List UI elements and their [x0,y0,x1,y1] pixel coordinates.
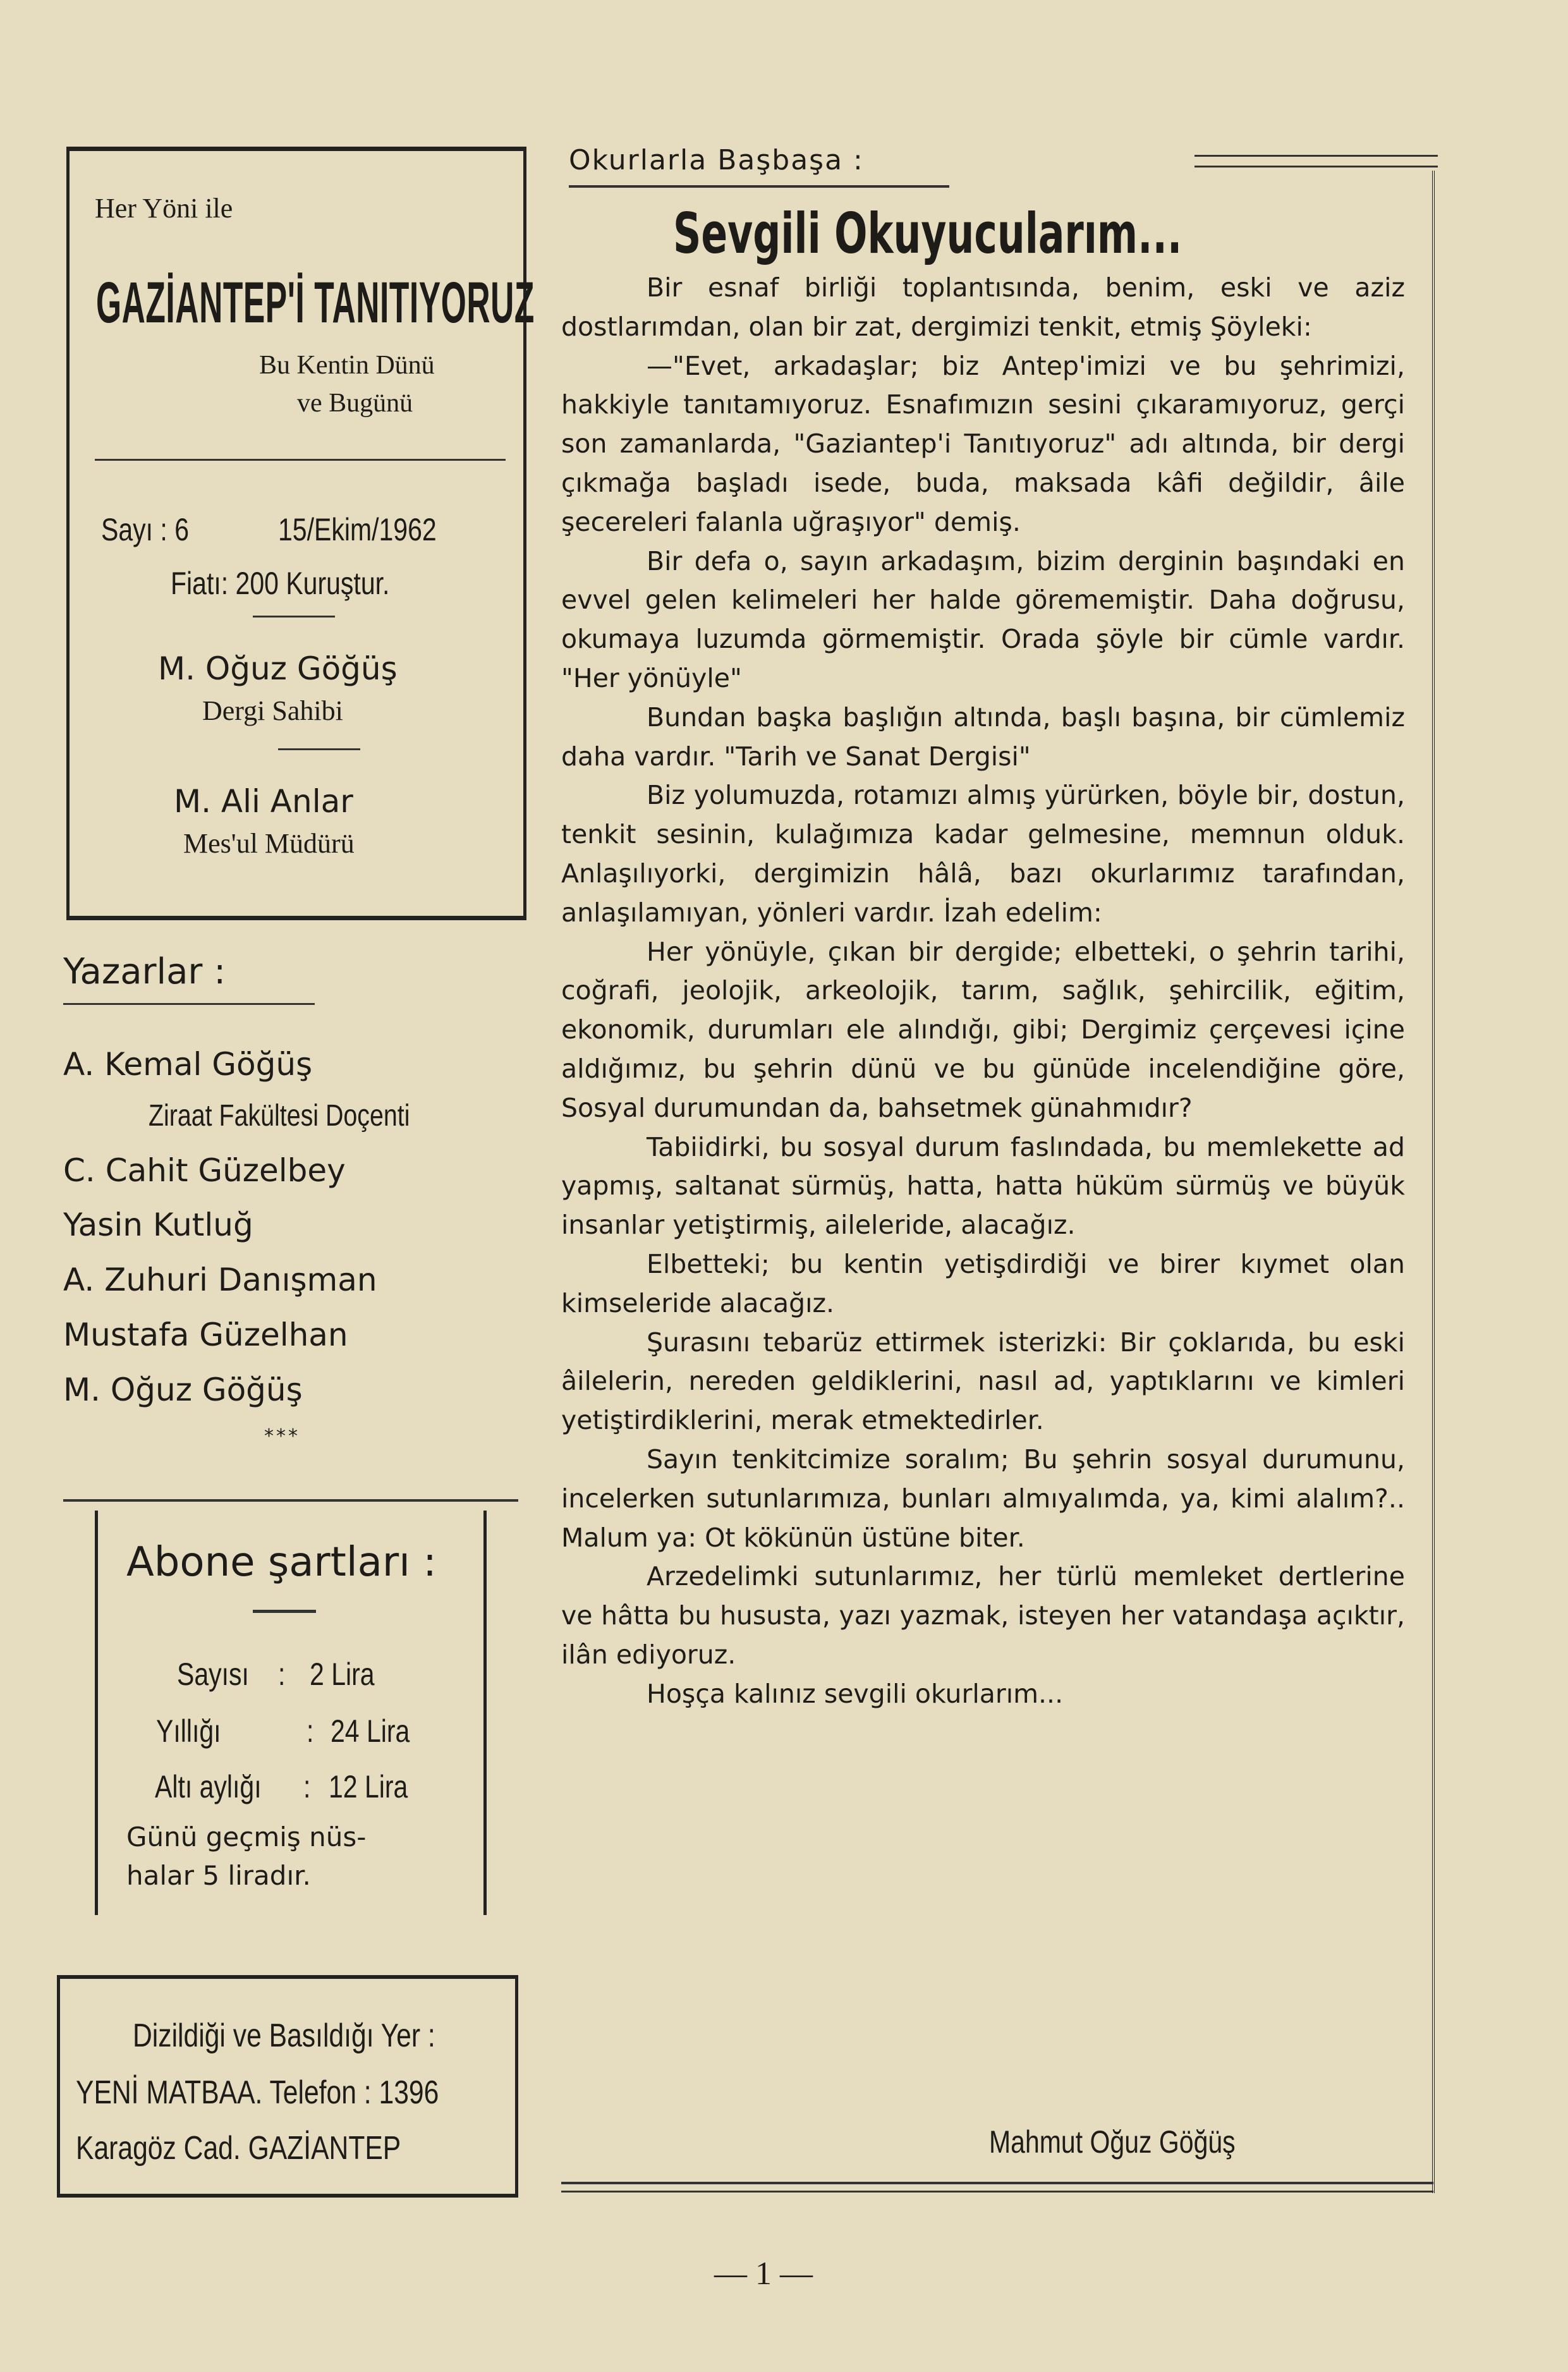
subscription-label: Sayısı [177,1657,249,1692]
subscription-value: 24 Lira [331,1713,410,1749]
owner-rule [278,748,360,750]
manager-role: Mes'ul Müdürü [183,828,355,859]
article-paragraph: Elbetteki; bu kentin yetişdirdiği ve birer kıymet olan kimseleride alacağız. [561,1248,1405,1318]
article-title: Sevgili Okuyucularım... [673,201,1182,266]
article-paragraph: Bundan başka başlığın altında, başlı başına, bir cümlemiz daha vardır. "Tarih ve Sanat Dergisi" [561,702,1405,772]
manager-name: M. Ali Anlar [174,783,353,820]
masthead-box [66,147,535,920]
printer-box [57,1975,518,2198]
section-stars: *** [264,1425,300,1447]
article-paragraph: Bir defa o, sayın arkadaşım, bizim derginin başındaki en evvel gelen kelimeleri her halde görememiştir. Daha doğrusu, okumaya luzumda görmemiştir. Orada şöyle bir cümle vardır. "Her yönüyle" [561,545,1405,693]
masthead-title: GAZİANTEP'İ TANITIYORUZ [96,271,535,335]
issue-date: 15/Ekim/1962 [278,512,437,547]
issue-price: Fiatı: 200 Kuruştur. [171,566,390,601]
article-paragraph: Biz yolumuzda, rotamızı almış yürürken, böyle bir, dostun, tenkit sesinin, kulağımıza kadar gelmesine, memnun olduk. Anlaşılıyorki, dergimizin hâlâ, bazı okurlarımız tarafından, anlaşılamıyan, yönleri vardır. İzah edelim: [561,780,1405,928]
article-body [561,269,1405,1713]
issue-number: Sayı : 6 [101,512,190,547]
subscription-sep: : [278,1657,286,1692]
header-rule-top [1194,155,1438,157]
subscription-value: 12 Lira [329,1769,408,1804]
subscription-label: Yıllığı [156,1713,221,1749]
article-paragraph: Tabiidirki, bu sosyal durum faslındada, bu memlekette ad yapmış, saltanat sürmüş, hatta, hatta hüküm sürmüş ve büyük insanlar yetiştirmiş, aileleride, alacağız. [561,1131,1405,1241]
subscription-value: 2 Lira [310,1657,375,1692]
masthead-top-line: Her Yöni ile [95,193,233,224]
writers-heading-rule [63,1003,315,1005]
writer-item: Yasin Kutluğ [63,1207,253,1243]
subscription-label: Altı aylığı [155,1769,262,1804]
article-bottom-rule [561,2182,1433,2184]
subscription-note: halar 5 liradır. [126,1860,311,1891]
printer-line: Karagöz Cad. GAZİANTEP [76,2130,401,2167]
page-number: — 1 — [714,2256,813,2292]
article-paragraph: Hoşça kalınız sevgili okurlarım... [647,1678,1064,1709]
article-paragraph: Bir esnaf birliği toplantısında, benim, eski ve aziz dostlarımdan, olan bir zat, dergimizi tenkit, etmiş Şöyleki: [561,272,1405,342]
article-paragraph: Arzedelimki sutunlarımız, her türlü memleket dertlerine ve hâtta bu hususta, yazı yazmak, isteyen her vatandaşa açıktır, ilân ediyoruz. [561,1561,1405,1670]
writer-item: M. Oğuz Göğüş [63,1372,303,1408]
writer-item: C. Cahit Güzelbey [63,1152,346,1189]
subscription-heading-rule [253,1610,316,1613]
subscription-sep: : [303,1769,311,1804]
writers-heading: Yazarlar : [63,951,226,992]
writer-item: A. Kemal Göğüş [63,1046,313,1083]
subscription-heading: Abone şartları : [126,1539,437,1586]
owner-role: Dergi Sahibi [202,695,343,726]
printer-line: Dizildiği ve Basıldığı Yer : [133,2017,435,2054]
writer-item: A. Zuhuri Danışman [63,1262,377,1298]
printer-line: YENİ MATBAA. Telefon : 1396 [76,2074,439,2111]
article-paragraph: —"Evet, arkadaşlar; biz Antep'imizi ve bu şehrimizi, hakkiyle tanıtamıyoruz. Esnafımızın sesini çıkaramıyoruz, gerçi son zamanlarda, "Gaziantep'i Tanıtıyoruz" adı altında, bir dergi çıkmağa başladı isede, buda, maksada kâfi değildir, âile şecereleri falanla uğraşıyor" demiş. [561,350,1405,537]
section-heading-rule [569,185,949,188]
price-rule [253,616,335,617]
article-bottom-rule-2 [561,2191,1433,2193]
article-paragraph: Şurasını tebarüz ettirmek isterizki: Bir çoklarıda, bu eski âilelerin, nereden geldiklerini, nasıl ad, yaptıklarını ve kimleri yetiştirdiklerini, merak etmektedirler. [561,1327,1405,1436]
writer-item: Mustafa Güzelhan [63,1317,348,1353]
subscription-top-rule [63,1499,518,1502]
section-heading: Okurlarla Başbaşa : [569,144,864,176]
writer-item-title: Ziraat Fakültesi Doçenti [149,1099,410,1133]
article-paragraph: Her yönüyle, çıkan bir dergide; elbetteki, o şehrin tarihi, coğrafi, jeolojik, arkeolojik, tarım, sağlık, şehircilik, eğitim, ekonomik, durumları ele alındığı, gibi; Dergimiz çerçevesi içine aldığımız, bu şehrin dünü ve bu günüde incelendiğine göre, Sosyal durumundan da, bahsetmek günahmıdır? [561,936,1405,1123]
masthead-subtitle-2: ve Bugünü [297,389,413,418]
article-signature: Mahmut Oğuz Göğüş [989,2124,1236,2160]
header-rule-bottom [1194,166,1438,167]
owner-name: M. Oğuz Göğüş [158,650,398,687]
masthead-subtitle-1: Bu Kentin Dünü [259,351,435,380]
masthead-divider [95,459,506,461]
subscription-sep: : [307,1713,314,1749]
subscription-note: Günü geçmiş nüs- [126,1822,367,1852]
article-paragraph: Sayın tenkitcimize soralım; Bu şehrin sosyal durumunu, incelerken sutunlarımıza, bunları almıyalımda, ya, kimi alalım?.. Malum ya: Ot kökünün üstüne biter. [561,1444,1405,1553]
subscription-box [95,1511,487,1915]
